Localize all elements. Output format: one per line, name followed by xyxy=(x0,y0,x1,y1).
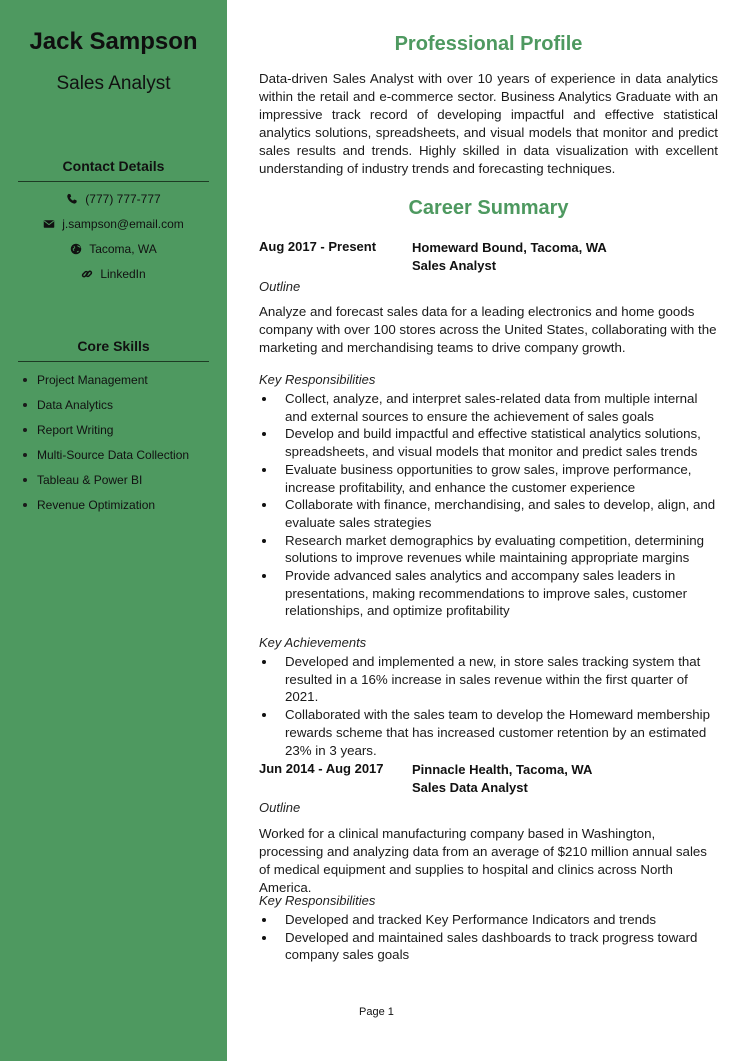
contact-location xyxy=(0,242,227,256)
candidate-title: Sales Analyst xyxy=(56,73,171,94)
outline-label: Outline xyxy=(259,279,301,294)
contact-linkedin[interactable] xyxy=(0,267,227,281)
link-icon xyxy=(81,268,93,280)
list-item: Developed and maintained sales dashboards to track progress toward company sales goals xyxy=(259,929,718,964)
job-dates: Jun 2014 - Aug 2017 xyxy=(259,761,384,776)
list-item: Data Analytics xyxy=(22,397,189,422)
profile-text: Data-driven Sales Analyst with over 10 years of experience in data analytics within the retail and e-commerce sector. Business Analytics Graduate with an impressive track record of developing impactful and effective statistical analytics solutions, spreadsheets, and visual models that monitor and predict sales results and trends. Highly skilled in data visualization with excellent understanding of industry trends and forecasting techniques. xyxy=(259,71,718,176)
responsibilities-label: Key Responsibilities xyxy=(259,893,376,908)
achievements-list xyxy=(259,653,718,759)
contact-heading: Contact Details xyxy=(62,158,165,174)
list-item: Developed and tracked Key Performance Indicators and trends xyxy=(259,911,718,929)
job-company: Pinnacle Health, Tacoma, WA xyxy=(412,762,593,777)
list-item: Project Management xyxy=(22,372,189,397)
responsibilities-list xyxy=(259,911,718,964)
outline-label: Outline xyxy=(259,800,301,815)
globe-icon xyxy=(70,243,82,255)
phone-text: (777) 777-777 xyxy=(85,192,161,206)
list-item: Evaluate business opportunities to grow sales, improve performance, increase profitability, and enhance the customer experience xyxy=(259,461,718,496)
list-item: Multi-Source Data Collection xyxy=(22,447,189,472)
achievements-label: Key Achievements xyxy=(259,635,367,650)
contact-divider xyxy=(18,181,209,182)
list-item: Provide advanced sales analytics and accompany sales leaders in presentations, making recommendations to improve sales, customer relationships, and optimize profitability xyxy=(259,567,718,620)
responsibilities-list xyxy=(259,390,718,620)
profile-heading: Professional Profile xyxy=(394,33,583,55)
list-item: Collaborate with finance, merchandising, and sales to develop, align, and evaluate sales strategies xyxy=(259,496,718,531)
list-item: Collaborated with the sales team to develop the Homeward membership rewards scheme that has increased customer retention by an estimated 23% in 3 years. xyxy=(259,706,718,759)
candidate-name: Jack Sampson xyxy=(29,28,198,55)
responsibilities-label: Key Responsibilities xyxy=(259,372,376,387)
job-outline: Worked for a clinical manufacturing company based in Washington, processing and analyzing data from an average of $210 million annual sales of medical equipment and supplies to hospital and clinics across North America. xyxy=(259,826,707,895)
location-text: Tacoma, WA xyxy=(89,242,157,256)
skills-heading: Core Skills xyxy=(77,338,150,354)
list-item: Collect, analyze, and interpret sales-related data from multiple internal and external sources to ensure the achievement of sales goals xyxy=(259,390,718,425)
linkedin-link[interactable]: LinkedIn xyxy=(100,267,146,281)
skills-divider xyxy=(18,361,209,362)
contact-phone xyxy=(0,192,227,206)
job-outline: Analyze and forecast sales data for a leading electronics and home goods company with over 100 stores across the United States, collaborating with the marketing and merchandising teams to drive company growth. xyxy=(259,304,717,355)
list-item: Report Writing xyxy=(22,422,189,447)
skills-list xyxy=(22,372,189,522)
career-heading: Career Summary xyxy=(408,197,569,219)
envelope-icon xyxy=(43,218,55,230)
job-company: Homeward Bound, Tacoma, WA xyxy=(412,240,607,255)
list-item: Develop and build impactful and effective statistical analytics solutions, spreadsheets, and visual models that monitor and predict sales trends xyxy=(259,425,718,460)
list-item: Developed and implemented a new, in store sales tracking system that resulted in a 16% increase in sales revenue within the first quarter of 2021. xyxy=(259,653,718,706)
job-role: Sales Data Analyst xyxy=(412,780,528,795)
job-role: Sales Analyst xyxy=(412,258,497,273)
job-dates: Aug 2017 - Present xyxy=(259,239,377,254)
list-item: Research market demographics by evaluating competition, determining solutions to improve revenues while maintaining appropriate margins xyxy=(259,532,718,567)
phone-icon xyxy=(66,193,78,205)
page-number: Page 1 xyxy=(359,1006,394,1018)
contact-email[interactable] xyxy=(0,217,227,231)
email-text[interactable]: j.sampson@email.com xyxy=(62,217,184,231)
list-item: Tableau & Power BI xyxy=(22,472,189,497)
list-item: Revenue Optimization xyxy=(22,497,189,522)
